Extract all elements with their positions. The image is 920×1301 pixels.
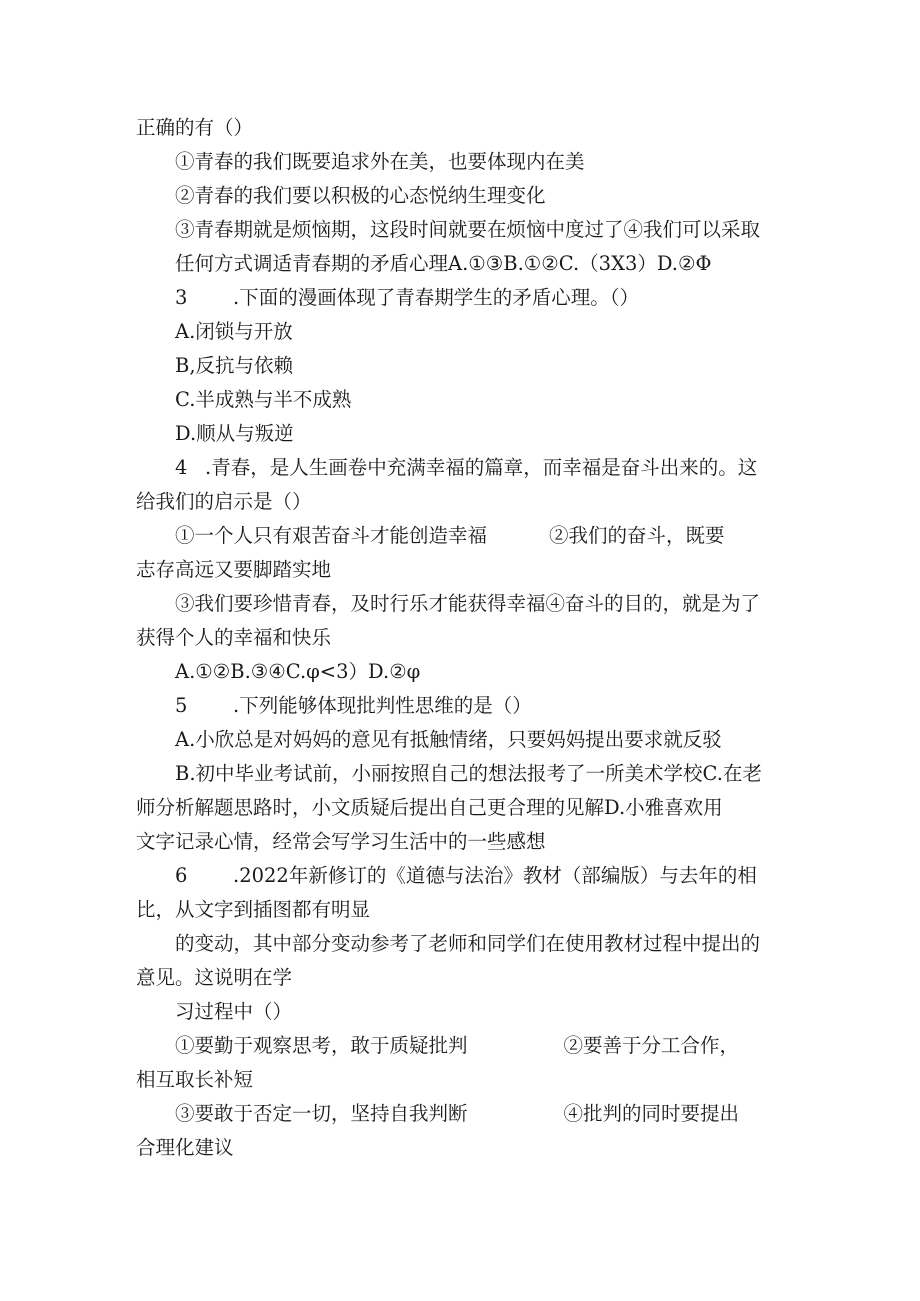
q5-number: 5: [175, 694, 188, 717]
q4-statement-2: ②我们的奋斗，既要: [549, 524, 725, 547]
q6-stem-cont-3: 意见。这说明在学: [136, 966, 293, 989]
q4-stem-text: .青春，是人生画卷中充满幸福的篇章，而幸福是奋斗出来的。这: [205, 456, 758, 479]
q6-statement-3: ③要敢于否定一切，坚持自我判断: [175, 1102, 468, 1125]
q4-stem-cont: 给我们的启示是（）: [136, 490, 312, 513]
q4-stem: [175, 456, 757, 480]
q6-number: 6: [175, 864, 188, 887]
q3-number: 3: [175, 286, 188, 309]
q3-option-d: D.顺从与叛逆: [175, 422, 294, 445]
q6-statement-2: ②要善于分工合作，: [563, 1034, 740, 1057]
q3-option-b: B,反抗与依赖: [175, 354, 294, 377]
q3-stem: [175, 286, 639, 310]
q5-stem: [175, 694, 532, 718]
q2-statement-3: ③青春期就是烦恼期，这段时间就要在烦恼中度过了④我们可以采取: [175, 218, 761, 241]
q5-option-b-c: B.初中毕业考试前，小丽按照自己的想法报考了一所美术学校C.在老: [175, 762, 762, 785]
q6-statement-1: ①要勤于观察思考，敢于质疑批判: [175, 1034, 468, 1057]
q4-statement-3-4: ③我们要珍惜青春，及时行乐才能获得幸福④奋斗的目的，就是为了: [175, 592, 761, 615]
q6-statements-3-4: [175, 1102, 739, 1126]
q5-option-d-cont: 文字记录心情，经常会写学习生活中的一些感想: [136, 830, 546, 853]
q4-number: 4: [175, 456, 188, 479]
q6-stem-cont-1: 比，从文字到插图都有明显: [136, 898, 371, 921]
q5-stem-text: .下列能够体现批判性思维的是（）: [233, 694, 532, 717]
q2-statement-2: ②青春的我们要以积极的心态悦纳生理变化: [175, 184, 546, 207]
q6-statement-4-cont: 合理化建议: [136, 1136, 234, 1159]
q5-option-a: A.小欣总是对妈妈的意见有抵触情绪，只要妈妈提出要求就反驳: [175, 728, 722, 751]
q3-option-a: A.闭锁与开放: [175, 320, 293, 343]
q4-statement-2-cont: 志存高远又要脚踏实地: [136, 558, 332, 581]
q2-stem-tail: 正确的有（）: [136, 116, 254, 139]
q6-stem-cont-4: 习过程中（）: [175, 1000, 293, 1023]
q6-statement-4: ④批判的同时要提出: [563, 1102, 740, 1125]
q3-option-c: C.半成熟与半不成熟: [175, 388, 352, 411]
q4-statements-1-2: [175, 524, 725, 548]
q4-statement-4-cont: 获得个人的幸福和快乐: [136, 626, 332, 649]
q6-statement-2-cont: 相互取长补短: [136, 1068, 254, 1091]
q2-statement-1: ①青春的我们既要追求外在美，也要体现内在美: [175, 150, 585, 173]
q6-statements-1-2: [175, 1034, 739, 1058]
q3-stem-text: .下面的漫画体现了青春期学生的矛盾心理。（）: [233, 286, 639, 309]
q4-options: A.①②B.③④C.φ<3）D.②φ: [175, 660, 421, 683]
q2-statement-3-cont-options: 任何方式调适青春期的矛盾心理A.①③B.①②C.（3X3）D.②Φ: [175, 252, 712, 275]
q6-stem: [175, 864, 757, 888]
q6-stem-text: .2022年新修订的《道德与法治》教材（部编版）与去年的相: [233, 864, 757, 887]
q5-option-c-d: 师分析解题思路时，小文质疑后提出自己更合理的见解D.小雅喜欢用: [136, 796, 723, 819]
q4-statement-1: ①一个人只有艰苦奋斗才能创造幸福: [175, 524, 488, 547]
q6-stem-cont-2: 的变动，其中部分变动参考了老师和同学们在使用教材过程中提出的: [175, 932, 761, 955]
